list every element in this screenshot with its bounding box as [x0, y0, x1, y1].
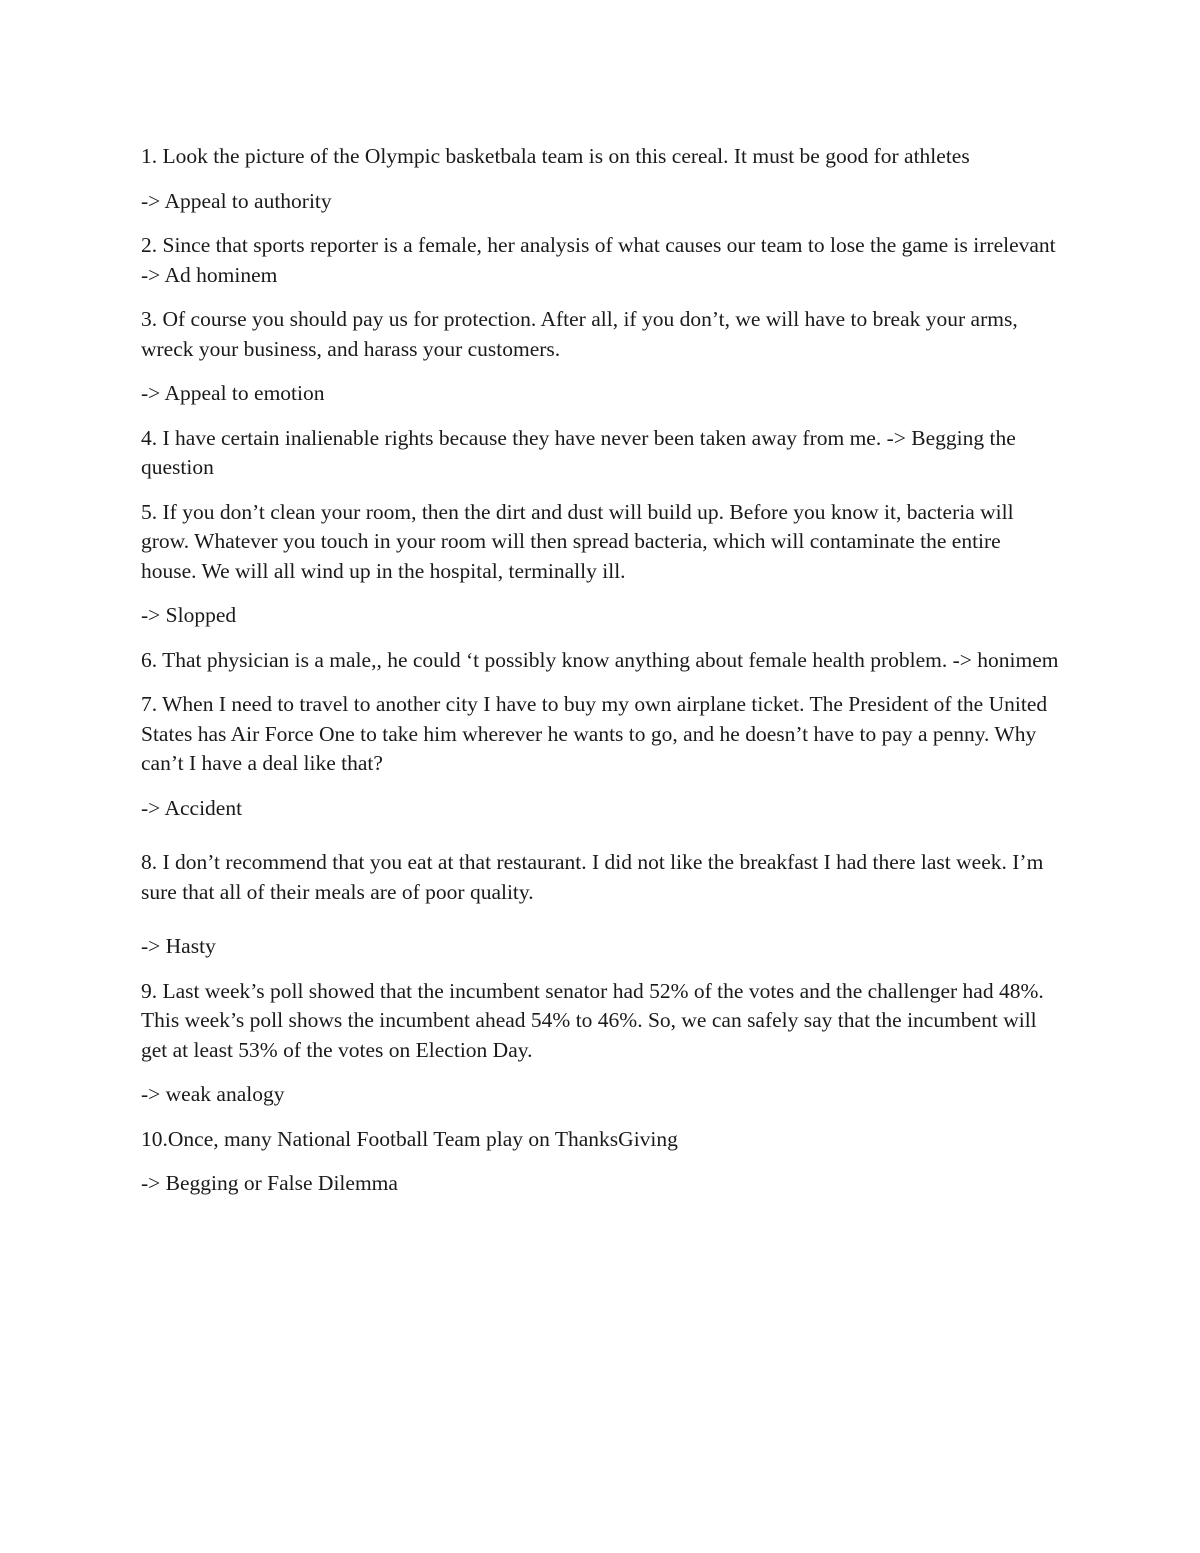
question-4: 4. I have certain inalienable rights because they have never been taken away from me. -> Begging the question: [141, 425, 1016, 479]
answer-3: -> Appeal to emotion: [141, 381, 325, 405]
question-9: 9. Last week’s poll showed that the incumbent senator had 52% of the votes and the challenger had 48%. This week’s poll shows the incumbent ahead 54% to 46%. So, we can safely say that the incumbent will get at least 53% of the votes on Election Day.: [141, 978, 1044, 1062]
answer-9: -> weak analogy: [141, 1082, 285, 1106]
answer-7: -> Accident: [141, 795, 243, 820]
answer-8: -> Hasty: [141, 934, 216, 958]
question-8: 8. I don’t recommend that you eat at that restaurant. I did not like the breakfast I had there last week. I’m sure that all of their meals are of poor quality.: [141, 850, 1044, 904]
question-1: 1. Look the picture of the Olympic basketbala team is on this cereal. It must be good for athletes: [141, 144, 970, 168]
question-2: 2. Since that sports reporter is a female, her analysis of what causes our team to lose the game is irrelevant -> Ad hominem: [141, 233, 1056, 287]
document-body: [141, 142, 1061, 1214]
question-7: 7. When I need to travel to another city I have to buy my own airplane ticket. The President of the United States has Air Force One to take him wherever he wants to go, and he doesn’t have to pay a penny. Why can’t I have a deal like that?: [141, 692, 1048, 775]
question-3: 3. Of course you should pay us for protection. After all, if you don’t, we will have to break your arms, wreck your business, and harass your customers.: [141, 307, 1018, 361]
answer-5: -> Slopped: [141, 603, 237, 627]
answer-10: -> Begging or False Dilemma: [141, 1171, 398, 1195]
question-5: 5. If you don’t clean your room, then the dirt and dust will build up. Before you know it, bacteria will grow. Whatever you touch in your room will then spread bacteria, which will contaminate the entire house. We will all wind up in the hospital, terminally ill.: [141, 499, 1014, 583]
answer-1: -> Appeal to authority: [141, 188, 332, 213]
question-10: 10.Once, many National Football Team play on ThanksGiving: [141, 1126, 678, 1151]
question-6: 6. That physician is a male,, he could ‘t possibly know anything about female health problem. -> honimem: [141, 647, 1059, 672]
